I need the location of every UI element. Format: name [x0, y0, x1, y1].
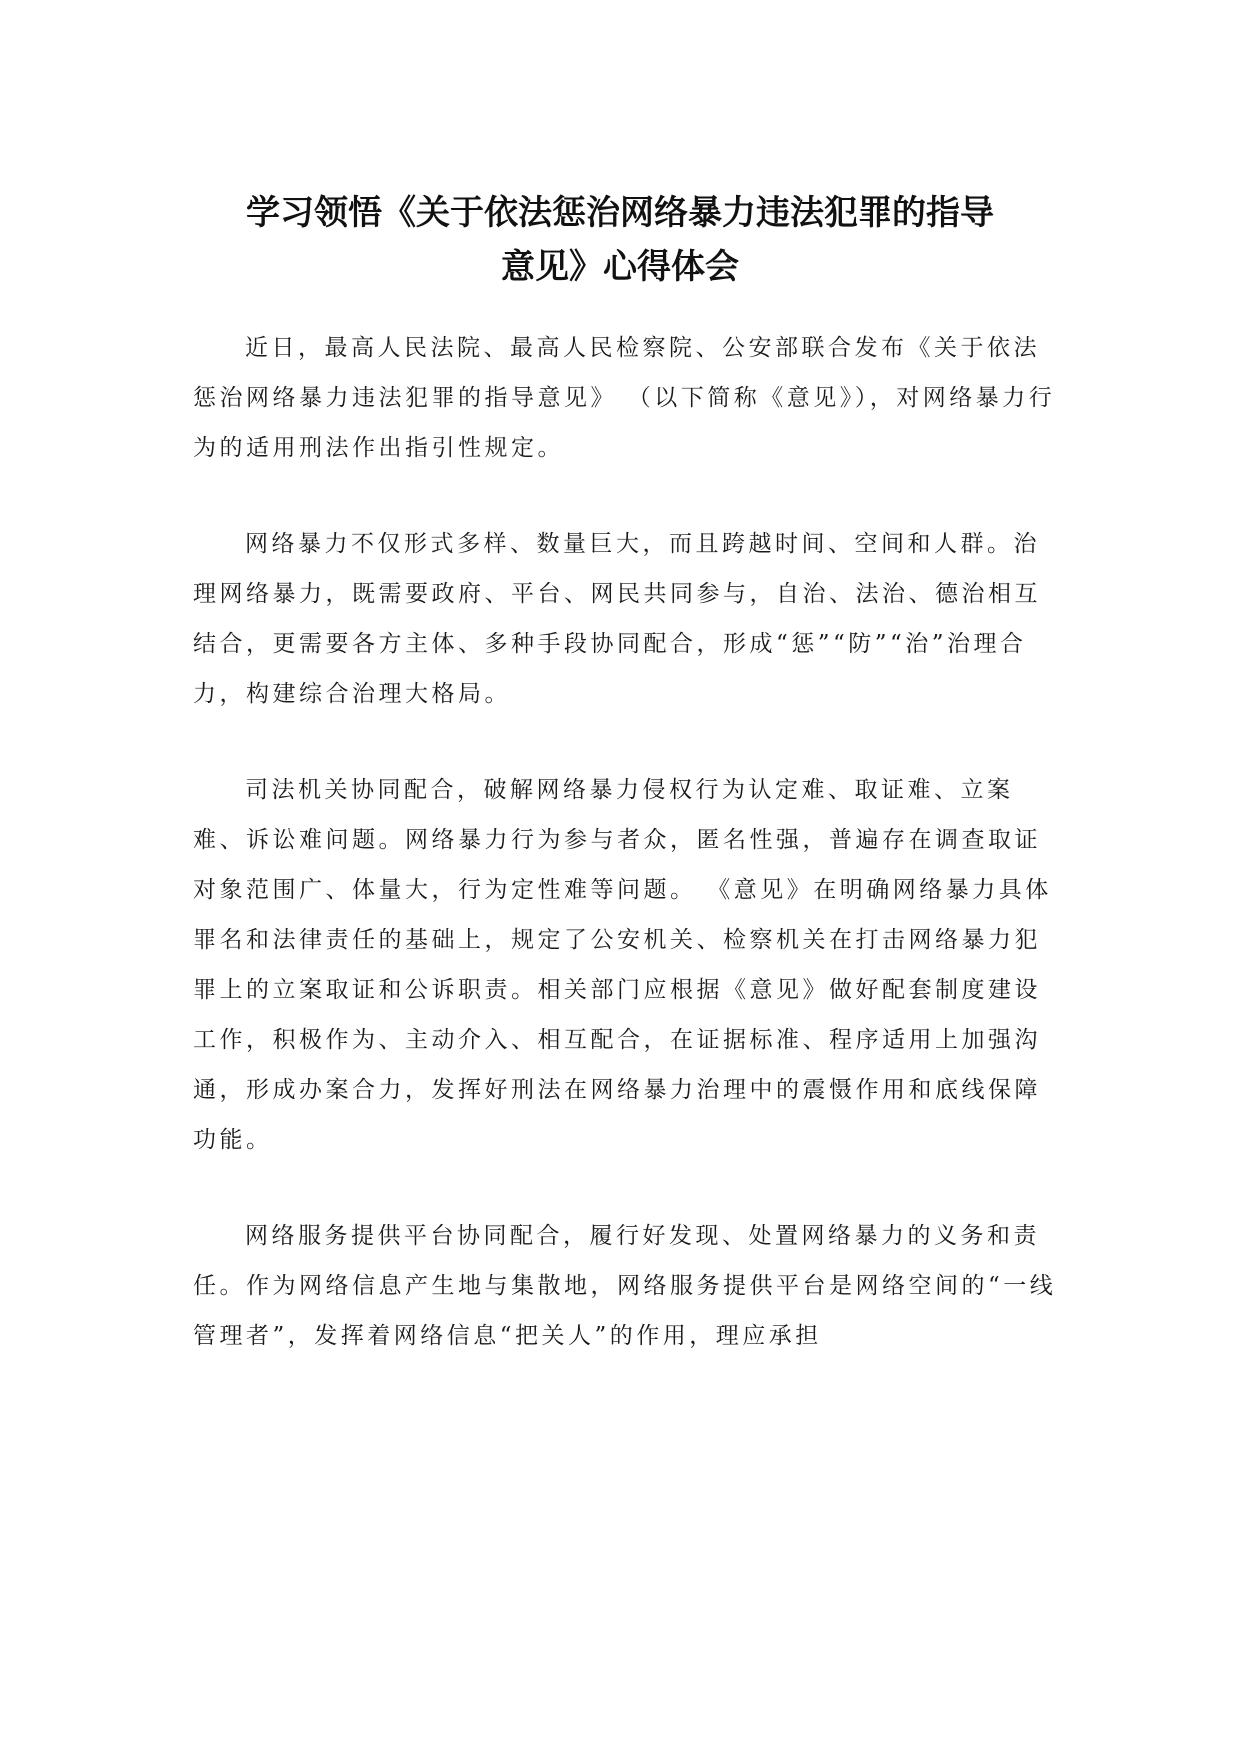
title-line-1: 学习领悟《关于依法惩治网络暴力违法犯罪的指导 — [246, 193, 994, 233]
document-title — [190, 186, 1050, 294]
paragraph-3: 司法机关协同配合，破解网络暴力侵权行为认定难、取证难、立案难、诉讼难问题。网络暴力行为参与者众，匿名性强，普遍存在调查取证对象范围广、体量大，行为定性难等问题。 《意见》在明确网络暴力具体罪名和法律责任的基础上，规定了公安机关、检察机关在打击网络暴力犯罪上的立案取证和公诉职责。相关部门应根据《意见》做好配套制度建设工作，积极作为、主动介入、相互配合，在证据标准、程序适用上加强沟通，形成办案合力，发挥好刑法在网络暴力治理中的震慑作用和底线保障功能。 — [193, 777, 1052, 1153]
title-line-2: 意见》心得体会 — [501, 247, 739, 287]
paragraph-2: 网络暴力不仅形式多样、数量巨大，而且跨越时间、空间和人群。治理网络暴力，既需要政府、平台、网民共同参与，自治、法治、德治相互结合，更需要各方主体、多种手段协同配合，形成“惩”“防”“治”治理合力，构建综合治理大格局。 — [193, 531, 1041, 707]
paragraph-1: 近日，最高人民法院、最高人民检察院、公安部联合发布《关于依法惩治网络暴力违法犯罪的指导意见》 （以下简称《意见》），对网络暴力行为的适用刑法作出指引性规定。 — [193, 335, 1056, 461]
document-body — [193, 323, 1058, 1407]
paragraph-4: 网络服务提供平台协同配合，履行好发现、处置网络暴力的义务和责任。作为网络信息产生地与集散地，网络服务提供平台是网络空间的“一线管理者”，发挥着网络信息“把关人”的作用，理应承担 — [193, 1223, 1057, 1349]
